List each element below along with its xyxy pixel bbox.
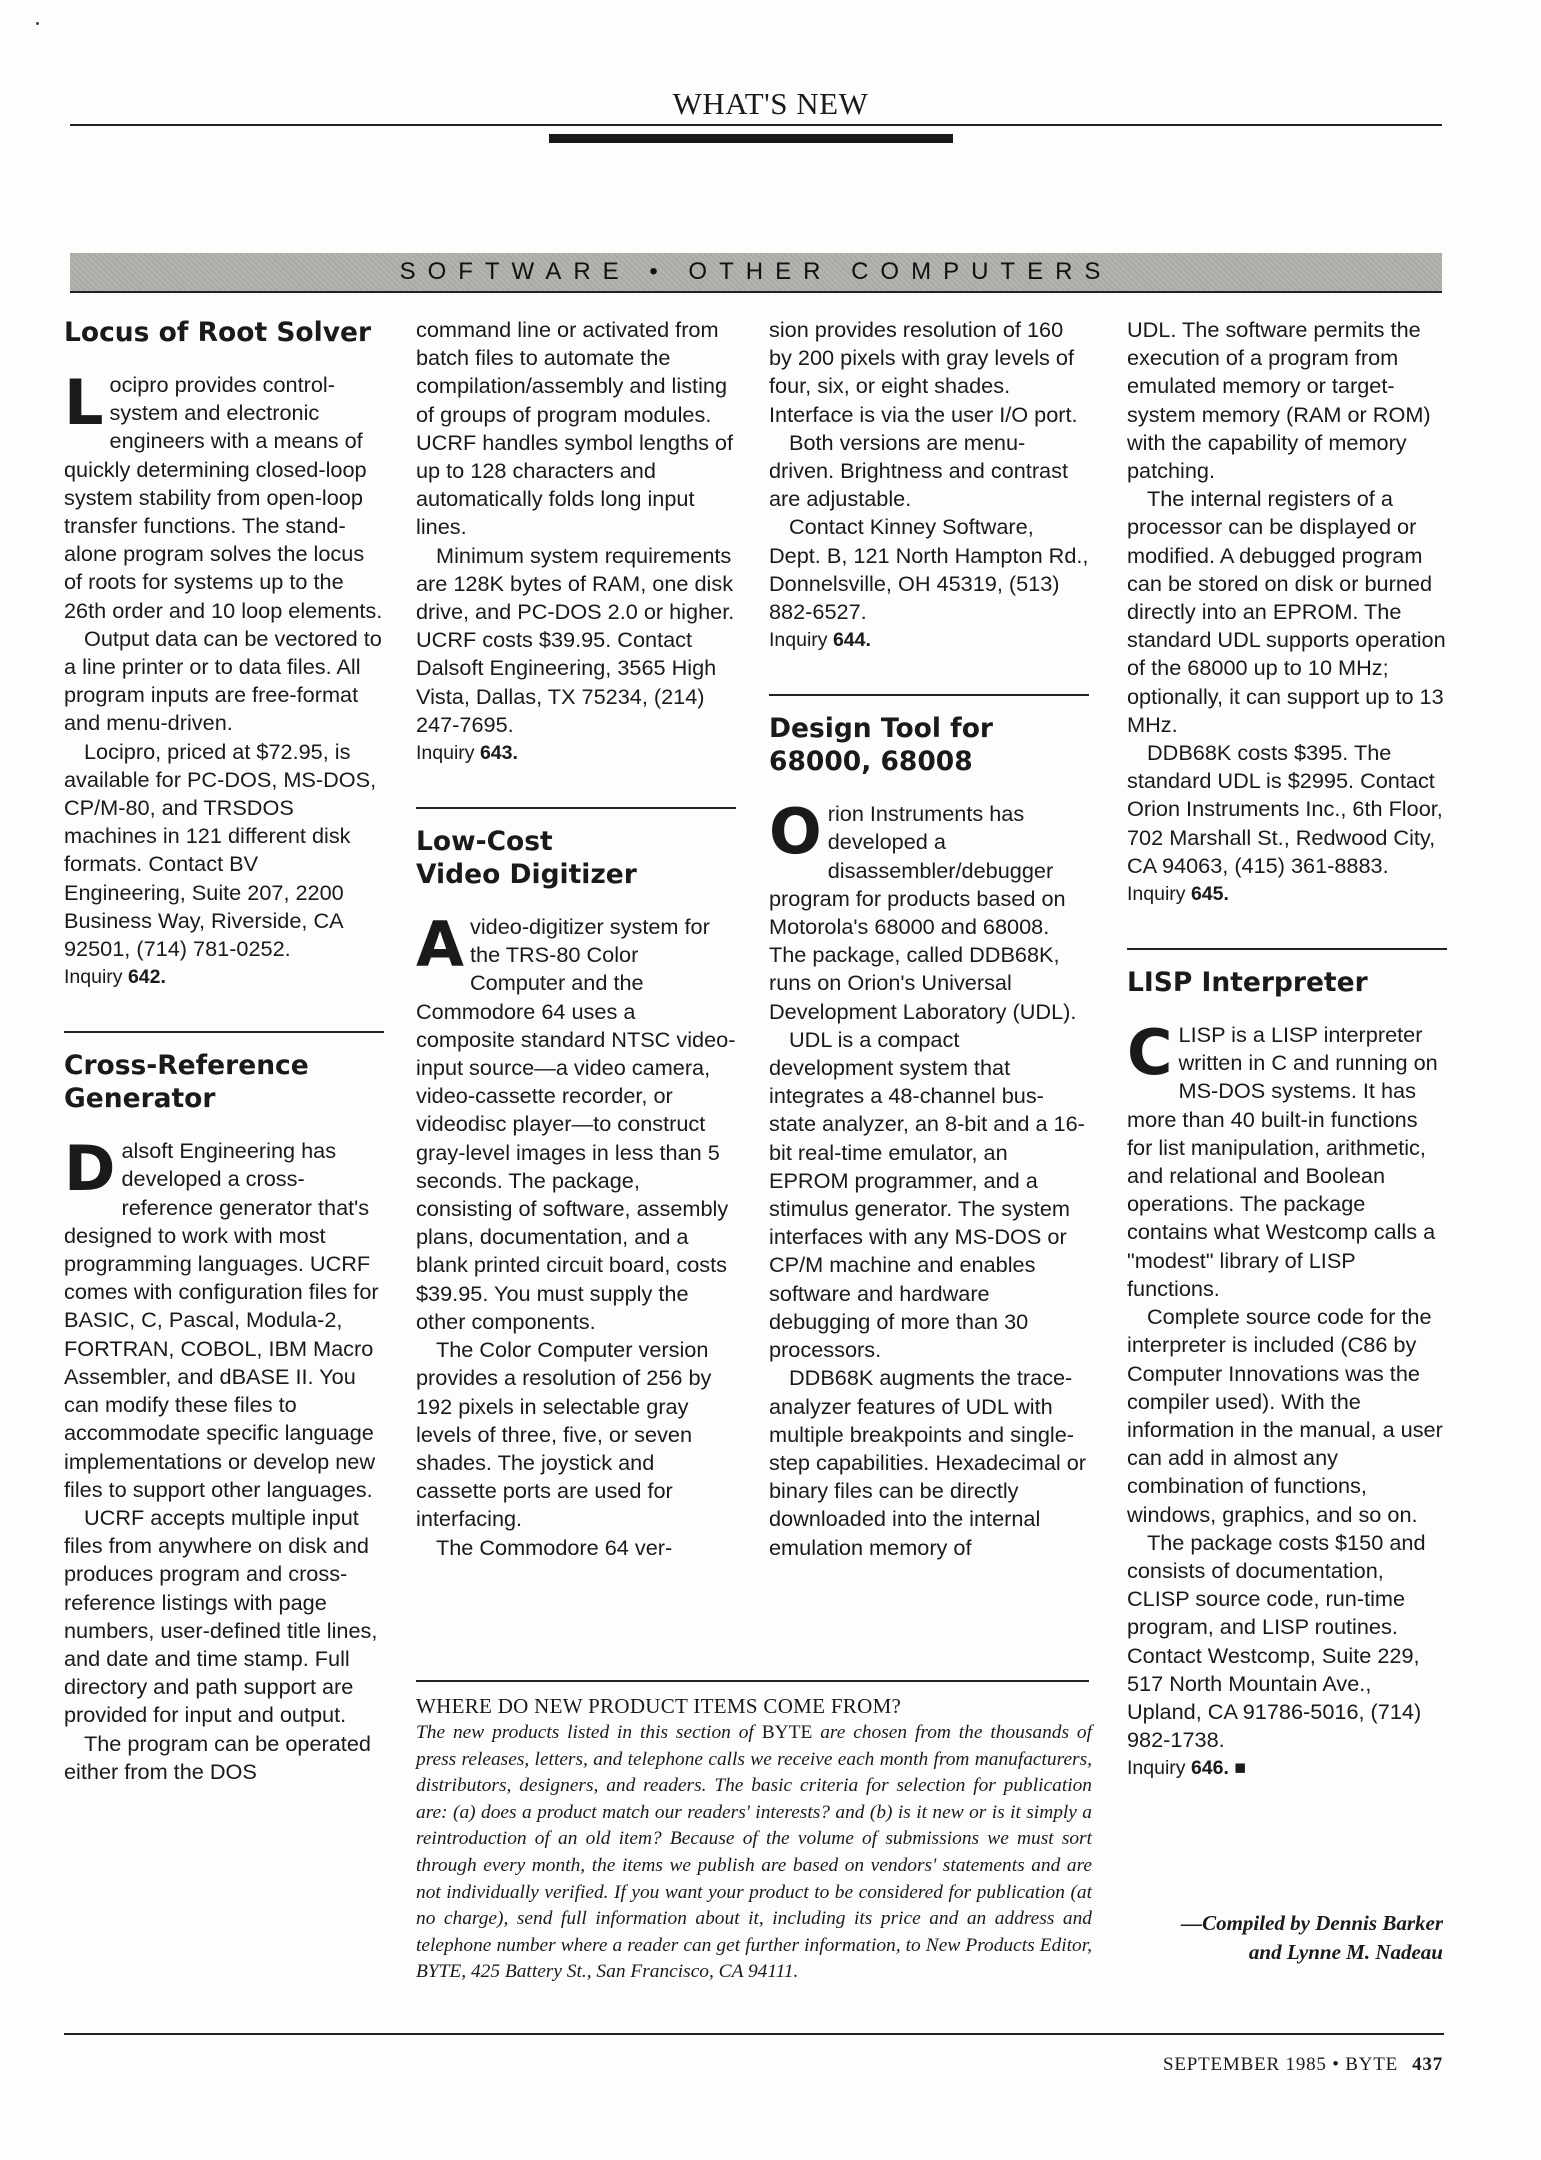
article-paragraph: command line or activated from batch files to automate the compilation/assembly and listing of groups of program modules. UCRF handles symbol lengths of up to 128 characters and automatically folds long input lines. — [416, 317, 734, 540]
drop-cap: A — [416, 908, 464, 982]
drop-cap: C — [1127, 1016, 1173, 1090]
column-1 — [64, 316, 384, 1786]
article-paragraph: The Color Computer version provides a resolution of 256 by 192 pixels in selectable gray levels of three, five, or seven shades. The joystick and cassette ports are used for interfacing. — [416, 1337, 712, 1532]
drop-cap: D — [64, 1132, 116, 1206]
article-paragraph: sion provides resolution of 160 by 200 pixels with gray levels of four, six, or eight shades. Interface is via the user I/O port. — [769, 317, 1078, 427]
article-paragraph: DDB68K costs $395. The standard UDL is $2995. Contact Orion Instruments Inc., 6th Floor, 702 Marshall St., Redwood City, CA 94063, (415) 361-8883. — [1127, 740, 1443, 878]
category-label: SOFTWARE • OTHER COMPUTERS — [399, 258, 1113, 285]
article-paragraph: UDL. The software permits the execution of a program from emulated memory or target-system memory (RAM or ROM) with the capability of memory patching. — [1127, 317, 1431, 484]
column-3 — [769, 316, 1089, 1562]
article-paragraph: The Commodore 64 ver- — [436, 1534, 673, 1560]
article-title-crossref: Cross-Reference — [64, 1050, 309, 1082]
article-paragraph: CLISP is a LISP interpreter written in C and running on MS-DOS systems. It has more than 40 built-in functions for list manipulation, arithmetic, and relational and Boolean operations. The package contains what Westcomp calls a "modest" library of LISP functions. — [1127, 1016, 1438, 1301]
article-separator — [1127, 948, 1447, 950]
column-4 — [1127, 316, 1447, 1782]
article-title-video-line2: Video Digitizer — [416, 859, 637, 891]
inquiry-line: Inquiry 643. — [416, 742, 518, 765]
article-paragraph: Complete source code for the interpreter is included (C86 by Computer Innovations was the compiler used). With the information in the manual, a user can add in almost any combination of functions, windows, graphics, and so on. — [1127, 1304, 1443, 1527]
where-box — [416, 1693, 1092, 1986]
article-separator — [64, 1031, 384, 1033]
category-band — [70, 253, 1442, 293]
inquiry-line: Inquiry 645. — [1127, 883, 1229, 906]
footer-rule — [64, 2033, 1444, 2035]
article-title-lisp: LISP Interpreter — [1127, 967, 1368, 999]
compiled-by-credit: —Compiled by Dennis Barker and Lynne M. Nadeau — [1181, 1911, 1443, 1964]
article-paragraph: The package costs $150 and consists of documentation, CLISP source code, run-time program, and LISP routines. Contact Westcomp, Suite 229, 517 North Mountain Ave., Upland, CA 91786-5016, (714) 982-1738. — [1127, 1529, 1426, 1753]
inquiry-line: Inquiry 644. — [769, 629, 871, 652]
page-number: 437 — [1412, 2054, 1443, 2075]
issue-label: SEPTEMBER 1985 • BYTE — [1162, 2054, 1399, 2075]
article-paragraph: UDL is a compact development system that integrates a 48-channel bus-state analyzer, an 8-bit and a 16-bit real-time emulator, an EPROM programmer, and a stimulus generator. The system interfaces with any MS-DOS or CP/M machine and enables software and hardware debugging of more than 30 processors. — [769, 1026, 1085, 1363]
article-paragraph: Avideo-digitizer system for the TRS-80 Color Computer and the Commodore 64 uses a composite standard NTSC video-input source—a video camera, video-cassette recorder, or videodisc player—to construct gray-level images in less than 5 seconds. The package, consisting of software, assembly plans, documentation, and a blank printed circuit board, costs $39.95. You must supply the other components. — [416, 908, 736, 1334]
drop-cap: O — [769, 795, 822, 869]
article-paragraph: Minimum system requirements are 128K bytes of RAM, one disk drive, and PC-DOS 2.0 or higher. UCRF costs $39.95. Contact Dalsoft Engineering, 3565 High Vista, Dallas, TX 75234, (214) 247-7695. — [416, 542, 735, 737]
article-title-locus: Locus of Root Solver — [64, 317, 372, 348]
article-separator — [416, 807, 736, 809]
article-paragraph: Contact Kinney Software, Dept. B, 121 North Hampton Rd., Donnelsville, OH 45319, (513) 882-6527. — [769, 514, 1089, 625]
article-paragraph: Orion Instruments has developed a disassembler/debugger program for products based on Motorola's 68000 and 68008. The package, called DDB68K, runs on Orion's Universal Development Laboratory (UDL). — [769, 795, 1077, 1024]
article-paragraph: Dalsoft Engineering has developed a cross-reference generator that's designed to work with most programming languages. UCRF comes with configuration files for BASIC, C, Pascal, Modula-2, FORTRAN, COBOL, IBM Macro Assembler, and dBASE II. You can modify these files to accommodate specific language implementations or develop new files to support other languages. — [64, 1132, 379, 1502]
column-2 — [416, 316, 736, 1562]
where-box-body: The new products listed in this section of BYTE are chosen from the thousands of press releases, letters, and telephone calls we receive each month from manufacturers, distributors, designers, and readers. The basic criteria for selection for publication are: (a) does a product match our readers' interests? and (b) is it new or is it simply a reintroduction of an old item? Because of the volume of submissions we must sort through every month, the items we publish are based on vendors' statements and are not individually verified. If you want your product to be considered for publication (at no charge), send full information about it, including its price and an address and telephone number where a reader can get further information, to New Products Editor, BYTE, 425 Battery St., San Francisco, CA 94111. — [416, 1722, 1092, 1983]
article-title-video: Low-Cost — [416, 826, 553, 858]
article-title-design-line2: 68000, 68008 — [769, 746, 973, 778]
article-paragraph: Output data can be vectored to a line printer or to data files. All program inputs are free-format and menu-driven. — [64, 625, 382, 736]
article-paragraph: The internal registers of a processor can be displayed or modified. A debugged program can be stored on disk or burned directly into an EPROM. The standard UDL supports operation of the 68000 up to 10 MHz; optionally, it can support up to 13 MHz. — [1127, 486, 1446, 737]
article-paragraph: Both versions are menu-driven. Brightness and contrast are adjustable. — [769, 429, 1068, 512]
article-title-crossref-line2: Generator — [64, 1083, 216, 1115]
article-paragraph: DDB68K augments the trace-analyzer features of UDL with multiple breakpoints and single-step capabilities. Hexadecimal or binary files can be directly downloaded into the internal emulation memory of — [769, 1365, 1087, 1560]
article-paragraph: Locipro, priced at $72.95, is available for PC-DOS, MS-DOS, CP/M-80, and TRSDOS machines in 121 different disk formats. Contact BV Engineering, Suite 207, 2200 Business Way, Riverside, CA 92501, (714) 781-0252. — [64, 738, 377, 962]
page-footer — [1000, 2054, 1443, 2076]
where-box-title: WHERE DO NEW PRODUCT ITEMS COME FROM? — [416, 1694, 902, 1718]
page-speck — [36, 22, 39, 25]
where-box-rule — [416, 1680, 1089, 1682]
end-mark-icon: ■ — [1234, 1757, 1247, 1780]
inquiry-line: Inquiry 642. — [64, 966, 166, 989]
article-title-design: Design Tool for — [769, 713, 993, 745]
inquiry-line: Inquiry 646. ■ — [1127, 1757, 1247, 1780]
section-title: WHAT'S NEW — [672, 86, 869, 121]
article-separator — [769, 694, 1089, 696]
article-paragraph: The program can be operated either from the DOS — [64, 1730, 371, 1784]
article-paragraph: Locipro provides control-system and electronic engineers with a means of quickly determining closed-loop system stability from open-loop transfer functions. The stand-alone program solves the locus of roots for systems up to the 26th order and 10 loop elements. — [64, 366, 383, 623]
header-thick-bar — [549, 134, 953, 143]
drop-cap: L — [64, 366, 104, 439]
header-rule — [70, 124, 1442, 126]
article-paragraph: UCRF accepts multiple input files from anywhere on disk and produces program and cross-reference listings with page numbers, user-defined title lines, and date and time stamp. Full directory and path support are provided for input and output. — [64, 1504, 378, 1728]
